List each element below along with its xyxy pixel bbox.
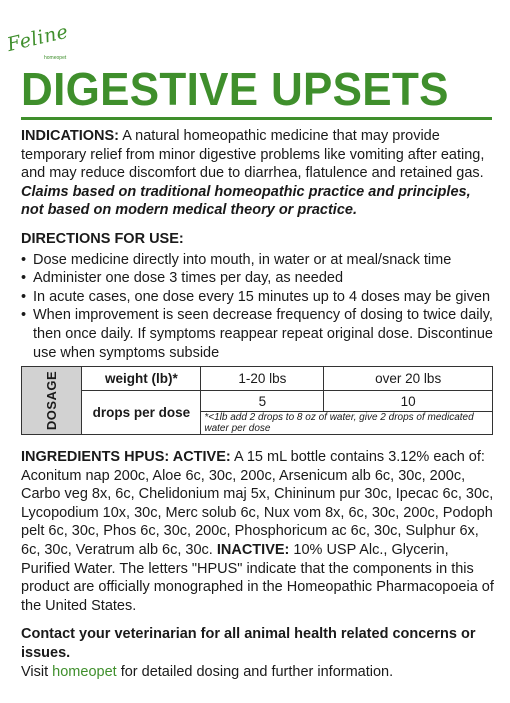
visit-line — [21, 663, 494, 682]
dosage-note: *<1lb add 2 drops to 8 oz of water, give 2 drops of medicated water per dose — [201, 412, 493, 435]
title-divider — [21, 117, 492, 120]
claims-disclaimer: Claims based on traditional homeopathic practice and principles, not based on modern medical theory or practice. — [21, 183, 471, 219]
label-lower — [21, 448, 494, 681]
weight-col-2: over 20 lbs — [324, 367, 493, 391]
dosage-side-label — [22, 367, 82, 435]
dosage-table — [21, 366, 493, 435]
weight-col-1: 1-20 lbs — [201, 367, 324, 391]
weight-label: weight (lb)* — [82, 367, 201, 391]
dosage-side-text: DOSAGE — [44, 370, 60, 431]
directions-heading: DIRECTIONS FOR USE: — [21, 230, 184, 247]
inactive-ingredients: 10% USP Alc., Glycerin, Purified Water. The letters "HPUS" indicate that the components in this product are officially monographed in the Homeopathic Pharmacopoeia of the United States. — [21, 541, 494, 614]
directions-item: • In acute cases, one dose every 15 minutes up to 4 doses may be given — [21, 288, 494, 307]
homeopet-link[interactable]: homeopet — [52, 663, 117, 680]
directions-item: • Administer one dose 3 times per day, as needed — [21, 269, 494, 288]
ingredients-paragraph — [21, 448, 494, 615]
directions-list — [21, 251, 494, 363]
page-title: DIGESTIVE UPSETS — [21, 64, 449, 116]
indications-text: A natural homeopathic medicine that may provide temporary relief from minor digestive problems like vomiting after eating, and may reduce discomfort due to diarrhea, flatulence and retained gas. — [21, 128, 485, 182]
active-ingredients: A 15 mL bottle contains 3.12% each of: Aconitum nap 200c, Aloe 6c, 30c, 200c, Arsenicum alb 6c, 30c, 200c, Carbo veg 8x, 6c, Chelidonium maj 5x, Chininum pur 30c, Ipecac 6c, 30c, Lycopodium 10x, 30c, Merc solub 6c, Nux vom 8x, 6c, 30c, 200c, Podoph pelt 6c, 30c, Phos 6c, 30c, 200c, Phosphoricum ac 6c, 30c, Sulphur 6x, 6c, 30c, Veratrum alb 6c, 30c. — [21, 449, 494, 558]
directions-item: • Dose medicine directly into mouth, in water or at meal/snack time — [21, 251, 494, 270]
indications-label: INDICATIONS: — [21, 128, 120, 144]
indications-paragraph — [21, 127, 494, 220]
logo-subtext: homeopet — [44, 55, 67, 61]
drops-col-2: 10 — [324, 391, 493, 412]
ingredients-label: INGREDIENTS HPUS: ACTIVE: — [21, 449, 231, 465]
drops-row — [22, 391, 493, 412]
contact-vet-notice: Contact your veterinarian for all animal health related concerns or issues. — [21, 626, 476, 661]
directions-item: • When improvement is seen decrease frequency of dosing to twice daily, then once daily. If symptoms reappear repeat original dose. Discontinue use when symptoms subside — [21, 306, 494, 362]
visit-suffix: for detailed dosing and further information. — [116, 663, 394, 680]
weight-row — [22, 367, 493, 391]
drops-col-1: 5 — [201, 391, 324, 412]
inactive-label: INACTIVE: — [216, 541, 290, 558]
label-body — [21, 127, 494, 362]
visit-prefix: Visit — [21, 663, 53, 680]
drops-label: drops per dose — [82, 391, 201, 435]
feline-logo: Feline — [5, 20, 71, 56]
